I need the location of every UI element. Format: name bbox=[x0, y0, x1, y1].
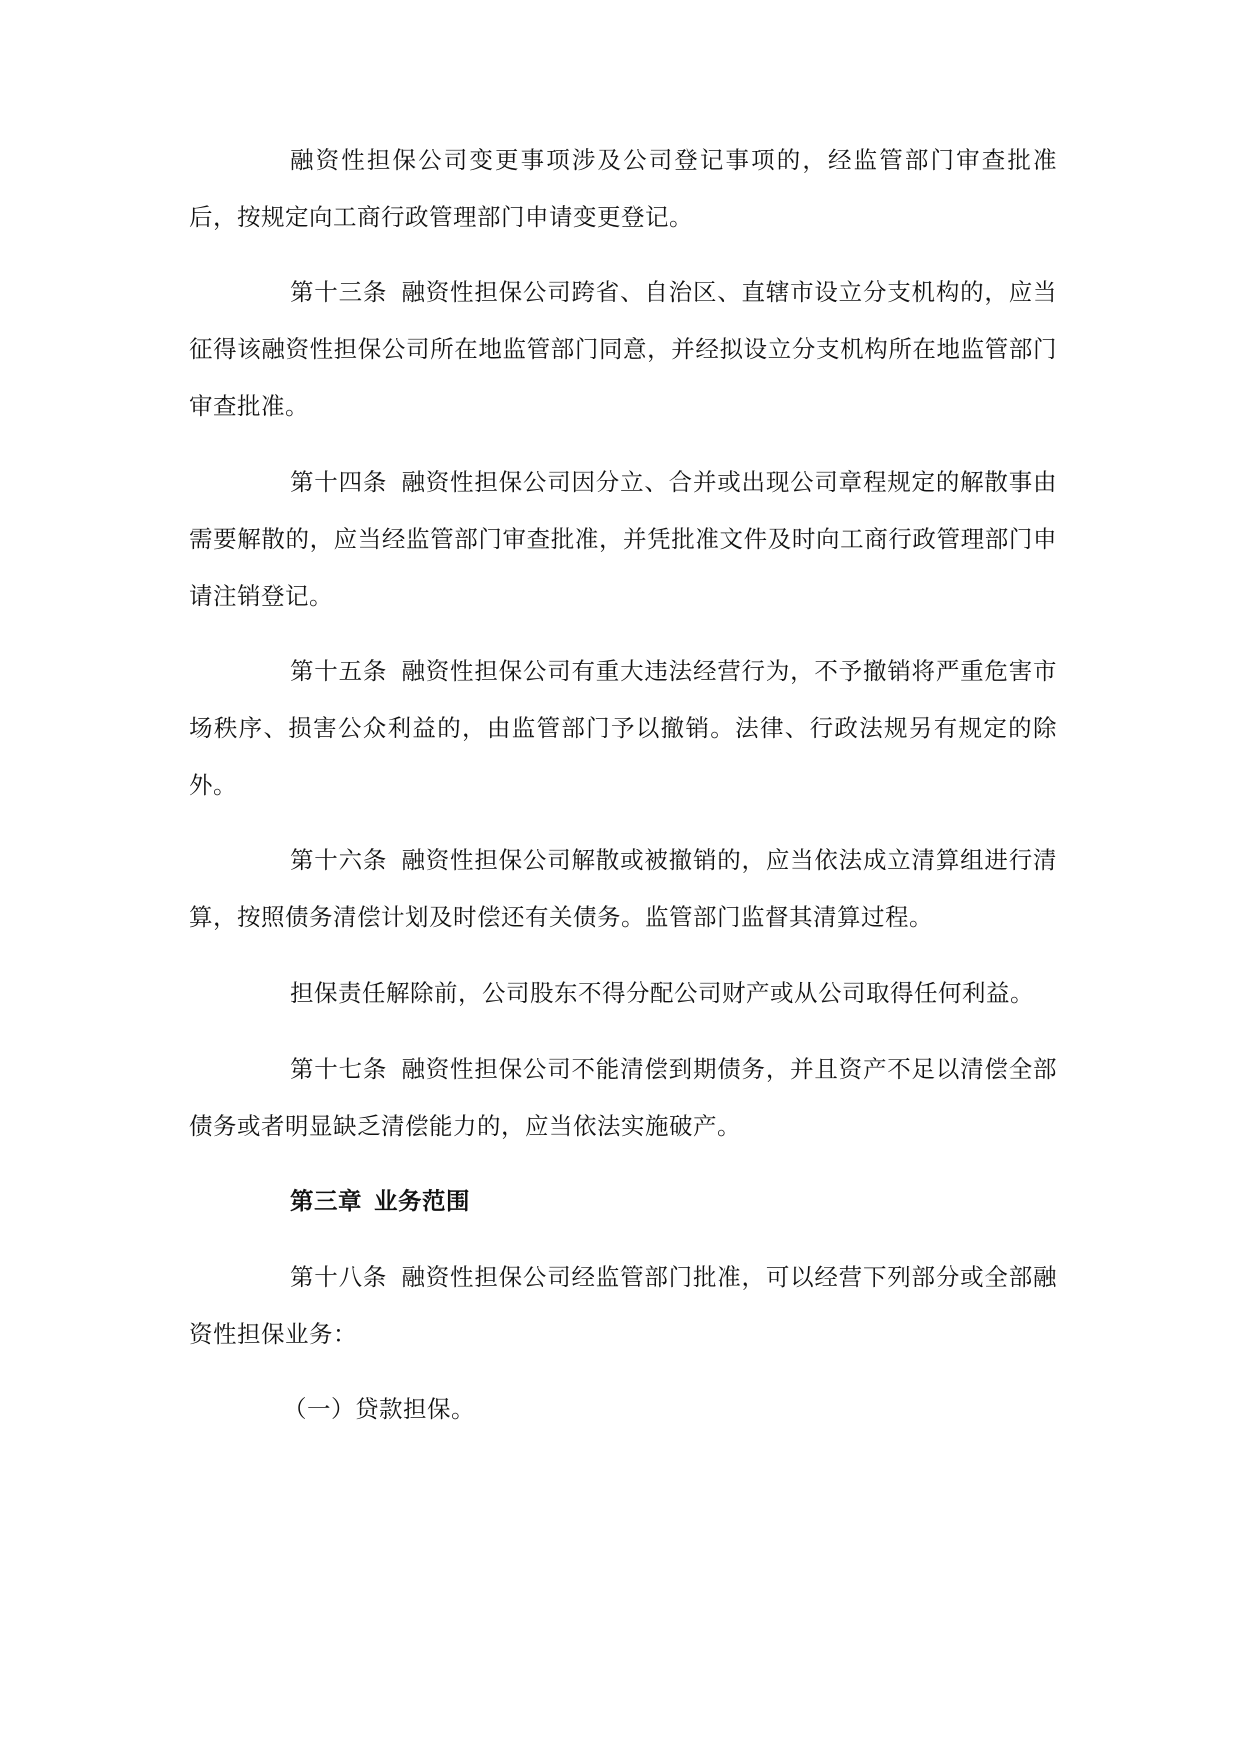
article-text: 融资性担保公司跨省、自治区、直辖市设立分支机构的，应当征得该融资性担保公司所在地监管部门同意，并经拟设立分支机构所在地监管部门审查批准。 bbox=[189, 278, 1058, 420]
article-number: 第十三条 bbox=[290, 278, 388, 306]
article-18 bbox=[189, 1249, 1057, 1363]
article-number: 第十五条 bbox=[290, 657, 388, 685]
chapter-number: 第三章 bbox=[290, 1187, 362, 1215]
chapter-title: 业务范围 bbox=[374, 1187, 470, 1215]
article-text: 融资性担保公司因分立、合并或出现公司章程规定的解散事由需要解散的，应当经监管部门审查批准，并凭批准文件及时向工商行政管理部门申请注销登记。 bbox=[189, 468, 1058, 610]
list-item-loan-guarantee bbox=[189, 1381, 1057, 1438]
article-text: 融资性担保公司解散或被撤销的，应当依法成立清算组进行清算，按照债务清偿计划及时偿还有关债务。监管部门监督其清算过程。 bbox=[189, 846, 1058, 931]
article-number: 第十八条 bbox=[290, 1263, 388, 1291]
paragraph-text: 融资性担保公司变更事项涉及公司登记事项的，经监管部门审查批准后，按规定向工商行政管理部门申请变更登记。 bbox=[189, 146, 1057, 231]
article-14 bbox=[189, 454, 1057, 625]
paragraph-shareholder-restriction bbox=[189, 965, 1057, 1022]
article-17 bbox=[189, 1041, 1057, 1155]
article-text: 融资性担保公司不能清偿到期债务，并且资产不足以清偿全部债务或者明显缺乏清偿能力的，应当依法实施破产。 bbox=[189, 1055, 1058, 1140]
article-number: 第十六条 bbox=[290, 846, 388, 874]
article-13 bbox=[189, 264, 1057, 435]
paragraph-change-registration bbox=[189, 132, 1057, 246]
article-text: 融资性担保公司有重大违法经营行为，不予撤销将严重危害市场秩序、损害公众利益的，由监管部门予以撤销。法律、行政法规另有规定的除外。 bbox=[189, 657, 1058, 799]
list-item-text: （一）贷款担保。 bbox=[283, 1395, 475, 1423]
article-text: 融资性担保公司经监管部门批准，可以经营下列部分或全部融资性担保业务： bbox=[189, 1263, 1058, 1348]
article-number: 第十四条 bbox=[290, 468, 388, 496]
article-15 bbox=[189, 643, 1057, 814]
article-number: 第十七条 bbox=[290, 1055, 388, 1083]
chapter-heading bbox=[290, 1173, 470, 1230]
article-16 bbox=[189, 832, 1057, 946]
paragraph-text: 担保责任解除前，公司股东不得分配公司财产或从公司取得任何利益。 bbox=[290, 979, 1034, 1007]
